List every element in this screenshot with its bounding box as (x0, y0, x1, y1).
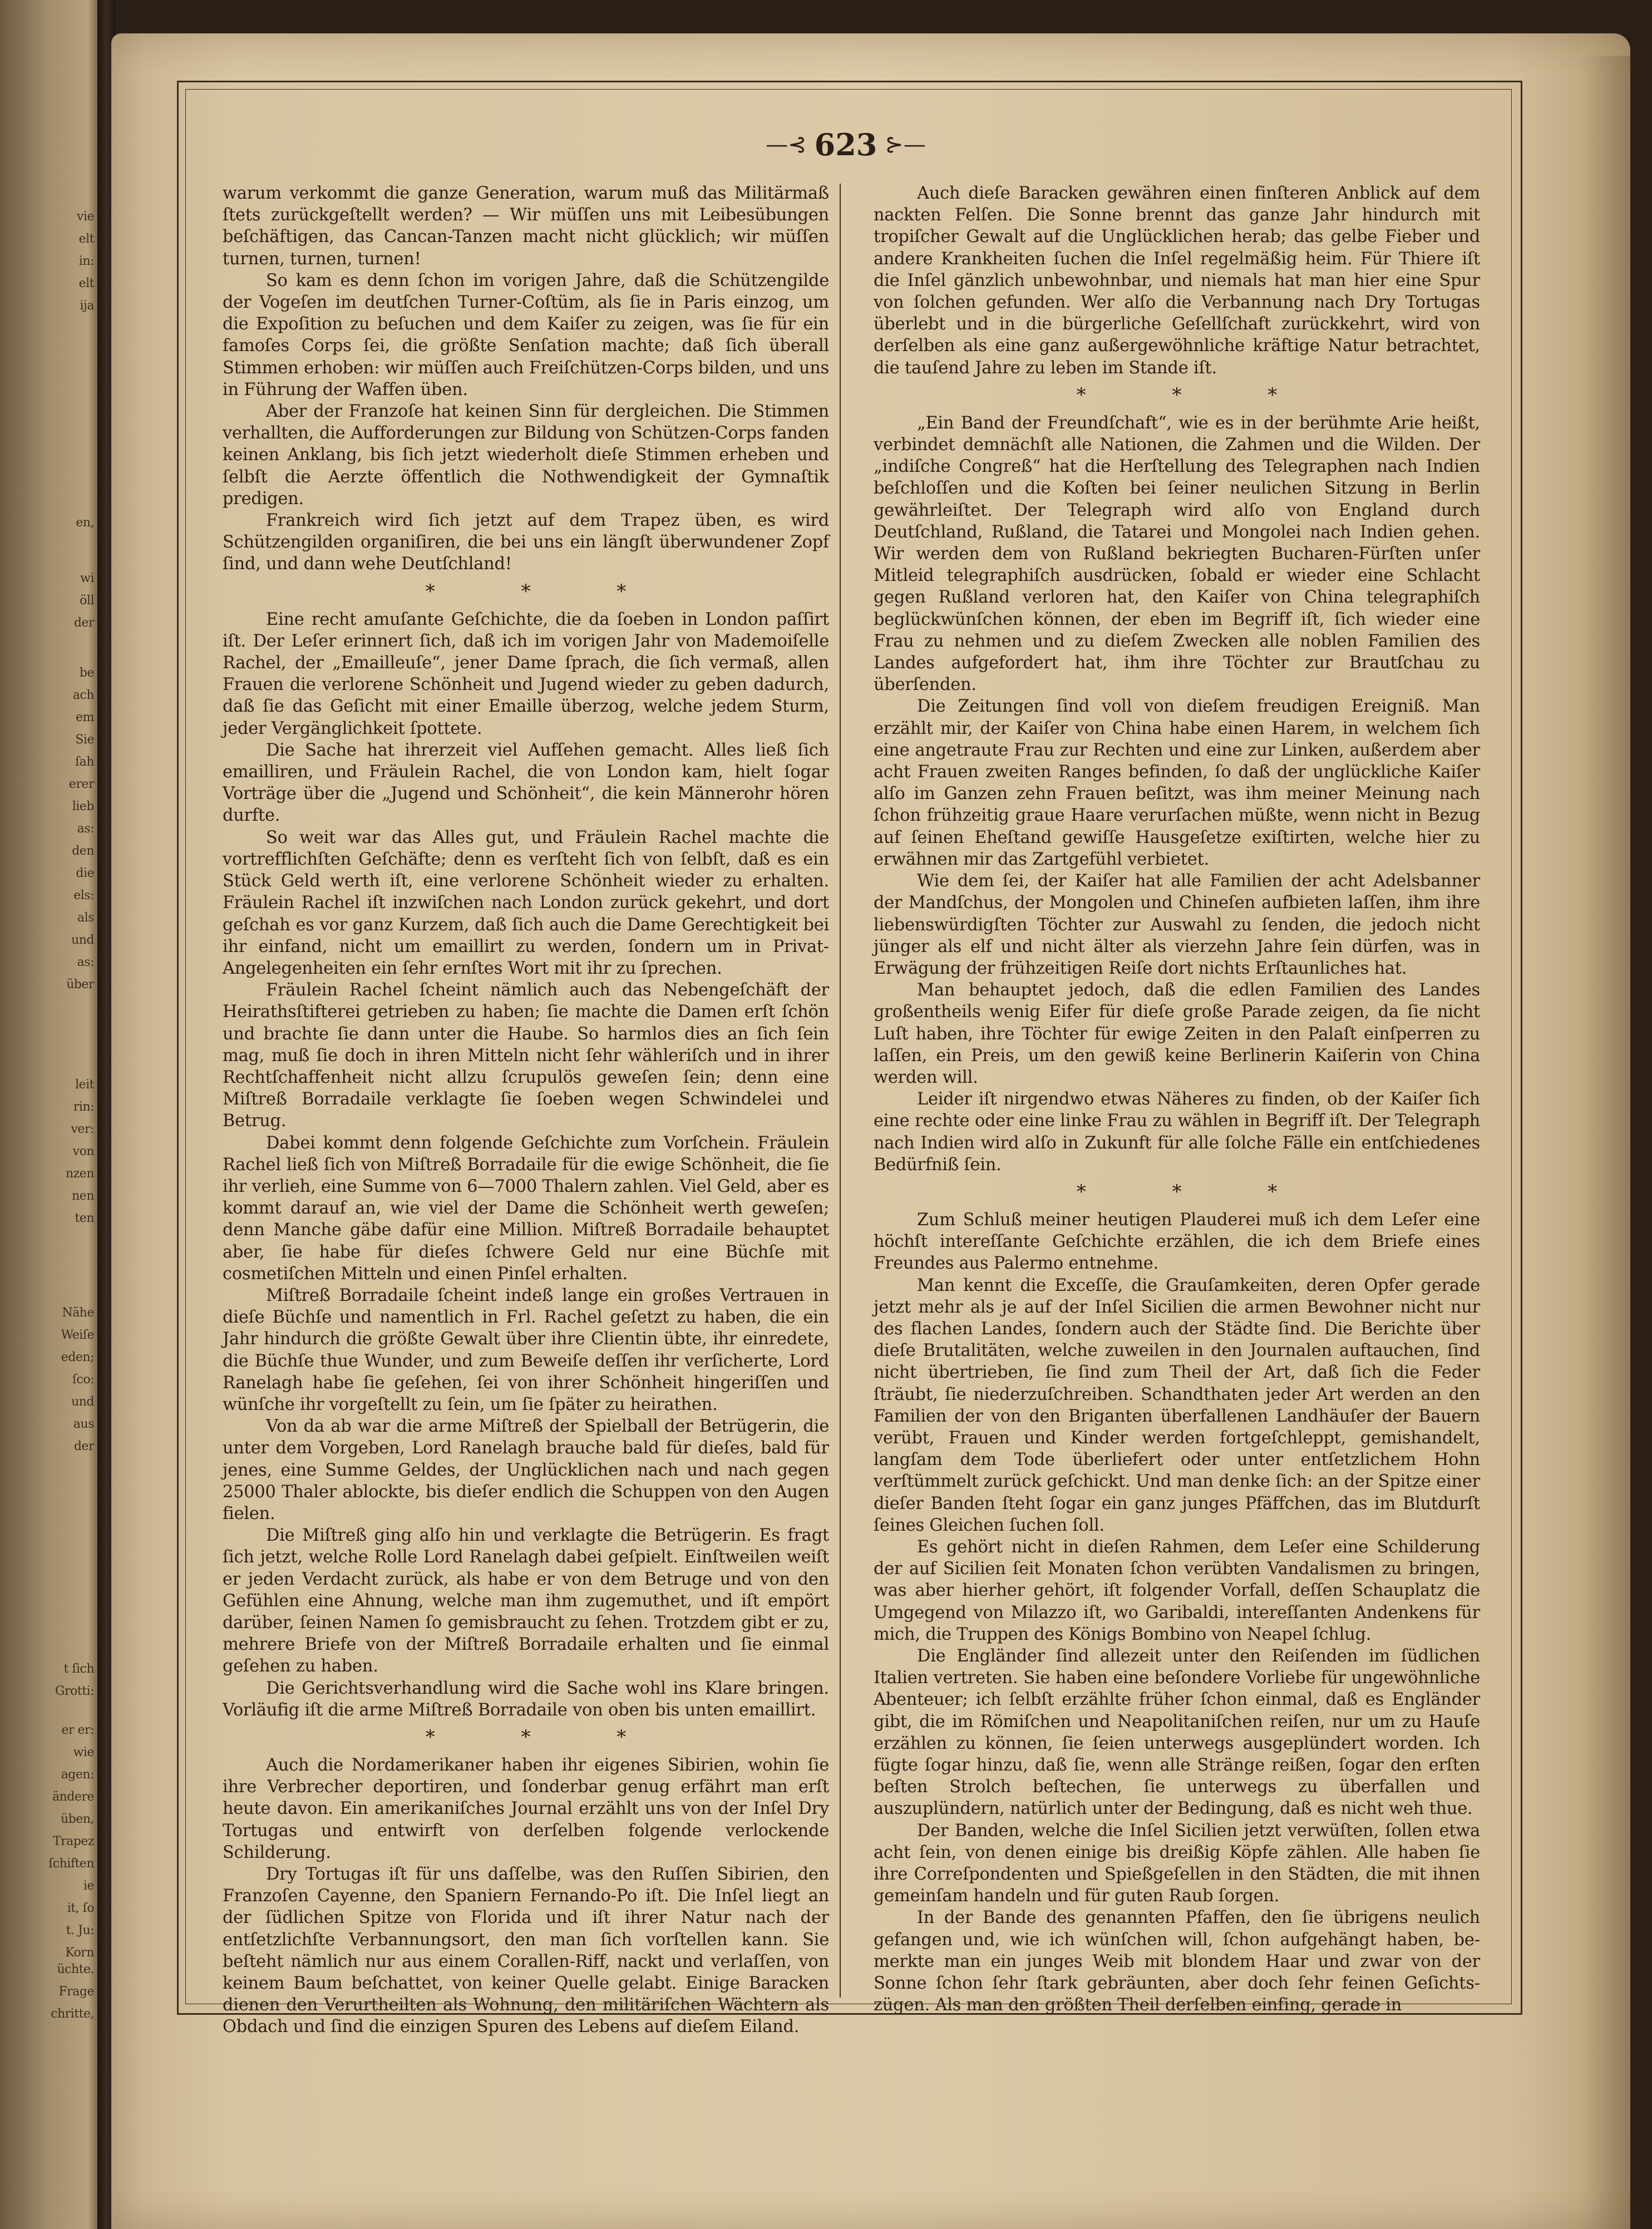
paragraph: Auch die Nordamerikaner haben ihr eigenes Sibirien, wohin ſie ihre Verbrecher deportiren, und ſonderbar genug erfährt man erſt heute davon. Ein amerikaniſches Journal erzählt uns von der Inſel Dry Tortugas und entwirft von derſelben folgende verlockende Schilderung. (223, 1755, 829, 1862)
ornament-right-icon: ⊱— (885, 132, 926, 157)
paragraph: Die Sache hat ihrerzeit viel Aufſehen gemacht. Alles ließ ſich emailliren, und Fräulein Rachel, die von London kam, hielt ſogar Vorträge über die „Jugend und Schönheit“, die kein Männerohr hören durfte. (223, 740, 829, 826)
ornament-left-icon: —⊰ (766, 132, 807, 157)
paragraph: Fräulein Rachel ſcheint nämlich auch das Nebengeſchäft der Heirathsſtifterei getrieben zu haben; ſie machte die Damen erſt ſchön und brachte ſie dann unter die Haube. So harmlos dies an ſich ſein mag, muß ſie doch in ihren Mitteln nicht ſehr wähleriſch und in ihrer Rechtſchaffenheit nicht allzu ſcrupulös geweſen ſein; denn eine Miſtreß Borradaile verklagte ſie ſoeben wegen Schwindelei und Betrug. (223, 980, 829, 1131)
section-separator: * * * (1076, 1180, 1318, 1203)
paragraph: Miſtreß Borradaile ſcheint indeß lange ein großes Vertrauen in dieſe Büchſe und namentlich in Frl. Rachel geſetzt zu haben, die ein Jahr hindurch die größte Gewalt über ihre Clientin übte, ihr einredete, die Büchſe thue Wunder, und zum Beweiſe deſſen ihr verſicherte, Lord Ranelagh habe ſie geſehen, ſei von ihrer Schönheit hingeriſſen und wünſche ihr vorgeſtellt zu ſein, um ſie ſpäter zu heirathen. (223, 1285, 829, 1414)
left-page-fragment: Nähe Weiſe eden; ſco: und aus der (61, 1306, 94, 1453)
paragraph: Man kennt die Exceſſe, die Grauſamkeiten, deren Opfer gerade jetzt mehr als je auf der Inſel Sicilien die armen Bewohner nicht nur des flachen Landes, ſondern auch der Städte ſind. Die Berichte über dieſe Brutalitäten, welche zuweilen in den Journalen auftauchen, ſind nicht übertrieben, ſie ſind zum Theil der Art, daß ſich die Feder ſträubt, ſie niederzuſchreiben. Schandthaten jeder Art werden an den Familien der von den Briganten überfallenen Landhäuſer der Bauern verübt, Frauen und Kinder werden fortgeſchleppt, gemishandelt, langſam dem Tode überliefert oder unter entſetzlichem Hohn verſtümmelt zurück geſchickt. Und man denke ſich: an der Spitze einer dieſer Banden ſteht ſogar ein ganz junges Pfäffchen, das im Blutdurſt ſeines Gleichen ſuchen ſoll. (874, 1275, 1480, 1535)
paragraph: Die Zeitungen ſind voll von dieſem freudigen Ereigniß. Man erzählt mir, der Kaiſer von China habe einen Harem, in welchem ſich eine angetraute Frau zur Rechten und eine zur Linken, außerdem aber acht Frauen zweiten Ranges befinden, ſo daß der unglückliche Kaiſer alſo im Ganzen zehn Frauen beſitzt, was ihm meiner Meinung nach ſchon frühzeitig graue Haare verurſachen müßte, wenn nicht in Bezug auf ſeinen Eheſtand gewiſſe Hausgeſetze exiſtirten, welche hier zu erwähnen mir das Zartgefühl verbietet. (874, 697, 1480, 869)
page-number: 623 (814, 127, 877, 162)
page-right-edge (1580, 56, 1630, 2229)
paragraph: Dabei kommt denn folgende Geſchichte zum Vorſchein. Fräulein Rachel ließ ſich von Miſtreß Borradaile für die ewige Schönheit, die ſie ihr verlieh, eine Summe von 6—7000 Thalern zahlen. Viel Geld, aber es kommt darauf an, wie viel der Dame die Schönheit werth geweſen; denn Manche gäbe dafür eine Million. Miſtreß Borradaile behauptet aber, ſie habe für dieſes ſchwere Geld nur eine Büchſe mit cosmetiſchen Mitteln und einen Pinſel erhalten. (223, 1133, 830, 1284)
column-divider (840, 184, 841, 1998)
section-separator: * * * (1076, 383, 1318, 406)
left-page-fragment: vie elt in: elt ija (77, 210, 94, 313)
paragraph: Wie dem ſei, der Kaiſer hat alle Familien der acht Adelsbanner der Mandſchus, der Mongolen und Chineſen aufbieten laſſen, ihm ihre liebenswürdigſten Töchter zur Auswahl zu ſenden, die jedoch nicht jünger als elf und nicht älter als vierzehn Jahre ſein dürfen, was in Erwägung der frühzeitigen Reiſe dort nichts Erſtaunliches hat. (874, 871, 1480, 978)
section-separator: * * * (425, 1726, 667, 1749)
paragraph: In der Bande des genannten Pfaffen, den ſie übrigens neulich gefangen und, wie ich wünſchen will, ſchon aufgehängt haben, bemerkte man ein junges Weib mit blondem Haar und zwar von der Sonne ſchon ſehr ſtark gebräunten, aber doch ſehr feinen Geſichtszügen. Als man den größten Theil derſelben einfing, gerade in (874, 1908, 1480, 2015)
paragraph: Eine recht amuſante Geſchichte, die da ſoeben in London paſſirt iſt. Der Leſer erinnert ſich, daß ich im vorigen Jahr von Mademoiſelle Rachel, der „Emailleuſe“, jener Dame ſprach, die ſich vermaß, allen Frauen die verlorene Schönheit und Jugend wieder zu geben dadurch, daß ſie das Geſicht mit einer Emaille überzog, welche jedem Sturm, jeder Vergänglichkeit ſpottete. (223, 609, 829, 738)
section-separator: * * * (425, 580, 667, 603)
page-number-header (723, 122, 968, 167)
left-column (223, 183, 829, 2038)
left-page-fragment: leit rin: ver: von nzen nen ten (66, 1078, 94, 1225)
left-page-fragment: be ach em Sie ſah erer lieb as: den die els: als und as: über (66, 666, 94, 992)
left-page-edge (0, 0, 97, 2229)
paragraph: warum verkommt die ganze Generation, warum muß das Militärmaß ſtets zurückgeſtellt werden? — Wir müſſen uns mit Leibesübungen beſchäftigen, das Cancan-Tanzen macht nicht glücklich; wir müſſen turnen, turnen, turnen! (223, 184, 829, 269)
right-column (874, 183, 1480, 2016)
paragraph: So weit war das Alles gut, und Fräulein Rachel machte die vortrefflichſten Geſchäfte; denn es verſteht ſich von ſelbſt, daß es ein Stück Geld werth iſt, eine verlorene Schönheit wieder zu erhalten. Fräulein Rachel iſt inzwiſchen nach London zurück gekehrt, und dort geſchah es vor ganz Kurzem, daß ſich auch die Dame Gerechtigkeit bei ihr einfand, nicht um emaillirt zu werden, ſondern um in Privat-Angelegenheiten ein ſehr ernſtes Wort mit ihr zu ſprechen. (223, 827, 829, 978)
left-page-fragment: t ſich Grotti: (55, 1662, 94, 1698)
paragraph: Es gehört nicht in dieſen Rahmen, dem Leſer eine Schilderung der auf Sicilien ſeit Monaten ſchon verübten Vandalismen zu bringen, was aber hierher gehört, iſt folgender Vorfall, deſſen Schauplatz die Umgegend von Milazzo iſt, wo Garibaldi, intereſſanten Andenkens für mich, die Truppen des Königs Bombino von Neapel ſchlug. (874, 1537, 1480, 1644)
paragraph: Die Engländer ſind allezeit unter den Reiſenden im ſüdlichen Italien vertreten. Sie haben eine beſondere Vorliebe für ungewöhnliche Abenteuer; ich ſelbſt erzählte früher ſchon einmal, daß es Engländer gibt, die im Römiſchen und Neapolitaniſchen reiſen, nur um zu Hauſe erzählen zu können, ſie ſeien unterwegs ausgeplündert worden. Ich fügte ſogar hinzu, daß ſie, wenn alle Stränge reißen, ſogar den erſten beſten Strolch beſtechen, ſie unterwegs zu überfallen und auszuplündern, natürlich unter der Bedingung, daß es nicht weh thue. (874, 1646, 1480, 1819)
paragraph: So kam es denn ſchon im vorigen Jahre, daß die Schützengilde der Vogeſen im deutſchen Turner-Coſtüm, als ſie in Paris einzog, um die Expoſition zu beſuchen und dem Kaiſer zu zeigen, was ſie für ein famoſes Corps ſei, die größte Senſation machte; daß ſich überall Stimmen erhoben: wir müſſen auch Freiſchützen-Corps bilden, und uns in Führung der Waffen üben. (223, 270, 829, 400)
left-page-fragment: en, (76, 516, 94, 530)
left-page-fragment: üchte. Frage chritte, (51, 1962, 94, 2021)
paragraph: Dry Tortugas iſt für uns daſſelbe, was den Ruſſen Sibirien, den Franzoſen Cayenne, den Spaniern Fernando-Po iſt. Die Inſel liegt an der ſüdlichen Spitze von Florida und iſt ihrer Natur nach der entſetzlichſte Verbannungsort, den man ſich vorſtellen kann. Sie beſteht nämlich nur aus einem Corallen-Riff, nackt und verlaſſen, von keinem Baum beſchattet, von keiner Quelle gelabt. Einige Baracken dienen den Verurtheilten als Wohnung, den militäriſchen Wächtern als Obdach und ſind die einzigen Spuren des Lebens auf dieſem Eiland. (223, 1865, 829, 2037)
paragraph: Man behauptet jedoch, daß die edlen Familien des Landes großentheils wenig Eifer für dieſe große Parade zeigen, da ſie nicht Luſt haben, ihre Töchter für ewige Zeiten in den Palaſt einſperren zu laſſen, ein Preis, um den gewiß keine Berlinerin Kaiſerin von China werden will. (874, 980, 1480, 1087)
paragraph: Die Miſtreß ging alſo hin und verklagte die Betrügerin. Es fragt ſich jetzt, welche Rolle Lord Ranelagh dabei geſpielt. Einſtweilen weiſt er jeden Verdacht zurück, als habe er von dem Betruge und von den Gefühlen eine Ahnung, welche man ihm zugemuthet, und iſt empört darüber, ſeinen Namen ſo gemisbraucht zu ſehen. Trotzdem gibt er zu, mehrere Briefe von der Miſtreß Borradaile erhalten und ſie einmal geſehen zu haben. (223, 1526, 829, 1676)
paragraph: Von da ab war die arme Miſtreß der Spielball der Betrügerin, die unter dem Vorgeben, Lord Ranelagh brauche bald für dieſes, bald für jenes, eine Summe Geldes, der Unglücklichen nach und nach gegen 25000 Thaler ablockte, bis dieſer endlich die Schuppen von den Augen fielen. (223, 1417, 829, 1523)
paragraph: Frankreich wird ſich jetzt auf dem Trapez üben, es wird Schützengilden organiſiren, die bei uns ein längſt überwundener Zopf ſind, und dann wehe Deutſchland! (223, 511, 829, 574)
left-page-fragment: er er: wie agen: ändere üben, Trapez ſchiften ie it, ſo t. Ju: Korn (48, 1723, 94, 1960)
paragraph: Aber der Franzoſe hat keinen Sinn für dergleichen. Die Stimmen verhallten, die Aufforderungen zur Bildung von Schützen-Corps fanden keinen Anklang, bis ſich jetzt wiederholt dieſe Stimmen erheben und ſelbſt die Aerzte öffentlich die Nothwendigkeit der Gymnaſtik predigen. (223, 402, 829, 509)
paragraph: Zum Schluß meiner heutigen Plauderei muß ich dem Leſer eine höchſt intereſſante Geſchichte erzählen, die ich dem Briefe eines Freundes aus Palermo entnehme. (874, 1210, 1480, 1274)
left-page-fragment: wi öll der (73, 571, 94, 630)
paragraph: Auch dieſe Baracken gewähren einen finſteren Anblick auf dem nackten Felſen. Die Sonne brennt das ganze Jahr hindurch mit tropiſcher Gewalt auf die Unglücklichen herab; das gelbe Fieber und andere Krankheiten ſuchen die Inſel regelmäßig heim. Für Thiere iſt die Inſel gänzlich unbewohnbar, und niemals hat man hier eine Spur von ſolchen gefunden. Wer alſo die Verbannung nach Dry Tortugas überlebt und in die bürgerliche Geſellſchaft zurückkehrt, wird von derſelben als eine ganz außergewöhnliche kräftige Natur betrachtet, die tauſend Jahre zu leben im Stande iſt. (874, 184, 1480, 378)
paragraph: Leider iſt nirgendwo etwas Näheres zu finden, ob der Kaiſer ſich eine rechte oder eine linke Frau zu wählen in Begriff iſt. Der Telegraph nach Indien wird alſo in Zukunft für alle ſolche Fälle ein entſchiedenes Bedürfniß ſein. (874, 1089, 1480, 1175)
paragraph: Die Gerichtsverhandlung wird die Sache wohl ins Klare bringen. Vorläufig iſt die arme Miſtreß Borradaile von oben bis unten emaillirt. (223, 1678, 829, 1720)
paragraph: „Ein Band der Freundſchaft“, wie es in der berühmte Arie heißt, verbindet demnächſt alle Nationen, die Zahmen und die Wilden. Der „indiſche Congreß“ hat die Herſtellung des Telegraphen nach Indien beſchloſſen und die Koſten bei ſeiner neulichen Sitzung in Berlin gewährleiſtet. Der Telegraph wird alſo von England durch Deutſchland, Rußland, die Tatarei und Mongolei nach Indien gehen. Wir werden dem von Rußland bekriegten Bucharen-Fürſten unſer Mitleid telegraphiſch ausdrücken, ſobald er wieder eine Schlacht gegen Rußland verloren hat, den Kaiſer von China telegraphiſch beglückwünſchen können, der eben im Begriff iſt, ſich wieder eine Frau zu nehmen und zu dieſem Zwecken alle noblen Familien des Landes aufgefordert hat, ihm ihre Töchter zur Brautſchau zu überſenden. (874, 413, 1480, 695)
paragraph: Der Banden, welche die Inſel Sicilien jetzt verwüſten, ſollen etwa acht ſein, von denen einige bis dreißig Köpfe zählen. Alle haben ſie ihre Correſpondenten und Spießgeſellen in den Städten, die mit ihnen gemeinſam handeln und für guten Raub ſorgen. (874, 1821, 1480, 1906)
